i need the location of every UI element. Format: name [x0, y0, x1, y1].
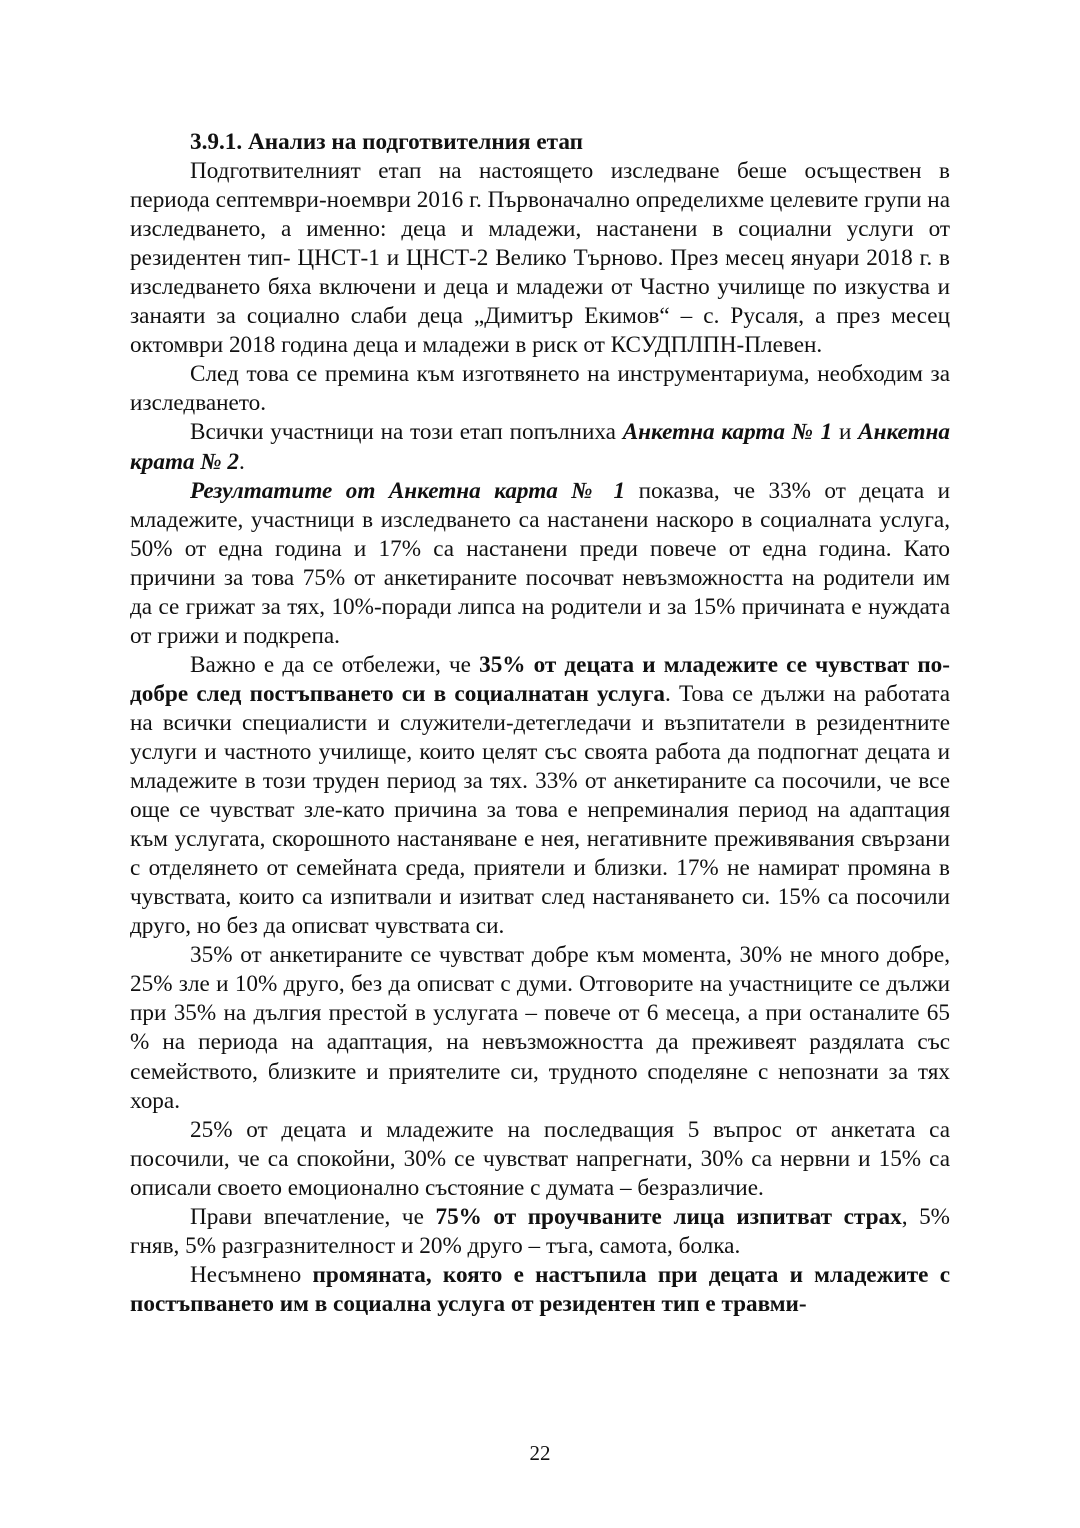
- paragraph-fear: [130, 1203, 950, 1261]
- paragraph-current-state: 35% от анкетираните се чувстват добре към момента, 30% не много добре, 25% зле и 10% друго, без да описват с думи. Отговорите на участниците се дължи при 35% на дългия престой в услугата – повече от 6 месеца, а при останалите 65 % на периода на адаптация, на невъзможността да преживеят раздялата със семейството, близките и приятелите си, трудното споделяне с непознати за тях хора.: [130, 942, 950, 1114]
- emphasis-questionnaire-2: Анкетна крата № 2: [130, 419, 950, 475]
- emphasis-fear: 75% от проучваните лица изпитват страх: [435, 1203, 902, 1230]
- paragraph-emotional-state: 25% от децата и младежите на последващия 5 въпрос от анкетата са посочили, че са спокойни, 30% се чувстват напрегнати, 30% са нервни и 15% са описали своето емоционално състояние с думата – безразличие.: [130, 1116, 950, 1201]
- emphasis-feel-better: 35% от децата и младежите се чувстват по-добре след постъпването си в социалнатан услуга: [130, 651, 951, 707]
- text-run: . Това се дължи на работата на всички специалисти и служители-детегледачи и възпитатели в резидентните услуги и частното училище, които целят със своята работа да подпогнат децата и младежите в този труден период за тях. 33% от анкетираните са посочили, че все още се чувстват зле-като причина за това е непреминалия период на адаптация към услугата, скорошното настаняване е нея, негативните преживявания свързани с отделянето от семейната среда, приятели и близки. 17% не намират промяна в чувствата, които са изпитвали и изитват след настаняването си. 15% са посочили друго, но без да описват чувствата си.: [130, 680, 951, 940]
- section-heading: 3.9.1. Анализ на подготвителния етап: [190, 129, 583, 155]
- paragraph-feelings: [130, 651, 950, 941]
- paragraph-results-questionnaire-1: [130, 477, 950, 651]
- page-number: 22: [529, 1441, 551, 1465]
- text-run: показва, че 33% от децата и младежите, участници в изследването са настанени наскоро в социалната услуга, 50% от една година и 17% са настанени преди повече от една година. Като причини за това 75% от анкетираните посочват невъзможността на родители им да се грижат за тях, 10%-поради липса на родители и за 15% причината е нуждата от грижи и подкрепа.: [130, 477, 950, 649]
- paragraph-participants: [130, 418, 950, 476]
- emphasis-change: промяната, която е настъпила при децата и младежите с постъпването им в социална услуга от резидентен тип е травми-: [130, 1261, 950, 1317]
- text-run: Важно е да се отбележи, че: [190, 651, 480, 678]
- text-run: Всички участници на този етап попълниха: [190, 419, 623, 446]
- text-run: Прави впечатление, че: [190, 1203, 436, 1230]
- text-run: .: [238, 448, 245, 475]
- paragraph-instruments: След това се премина към изготвянето на инструментариума, необходим за изследването.: [130, 361, 950, 417]
- emphasis-questionnaire-1: Анкетна карта № 1: [622, 419, 833, 446]
- text-run: и: [832, 419, 859, 446]
- text-run: Несъмнено: [190, 1261, 313, 1288]
- paragraph-conclusion: [130, 1261, 950, 1319]
- paragraph-preparatory-stage: Подготвителният етап на настоящето изследване беше осъществен в периода септември-ноември 2016 г. Първоначално определихме целевите групи на изследването, а именно: деца и младежи, настанени в социални услуги от резидентен тип- ЦНСТ-1 и ЦНСТ-2 Велико Търново. През месец януари 2018 г. в изследването бяха включени и деца и младежи от Частно училище по изкуства и занаяти за социално слаби деца „Димитър Екимов“ – с. Русаля, а през месец октомври 2018 година деца и младежи в риск от КСУДПЛПН-Плевен.: [130, 158, 950, 359]
- text-run: , 5% гняв, 5% разгразнителност и 20% друго – тъга, самота, болка.: [130, 1203, 950, 1259]
- document-body: [130, 128, 950, 1319]
- emphasis-results: Резултатите от Анкетна карта № 1: [190, 477, 626, 504]
